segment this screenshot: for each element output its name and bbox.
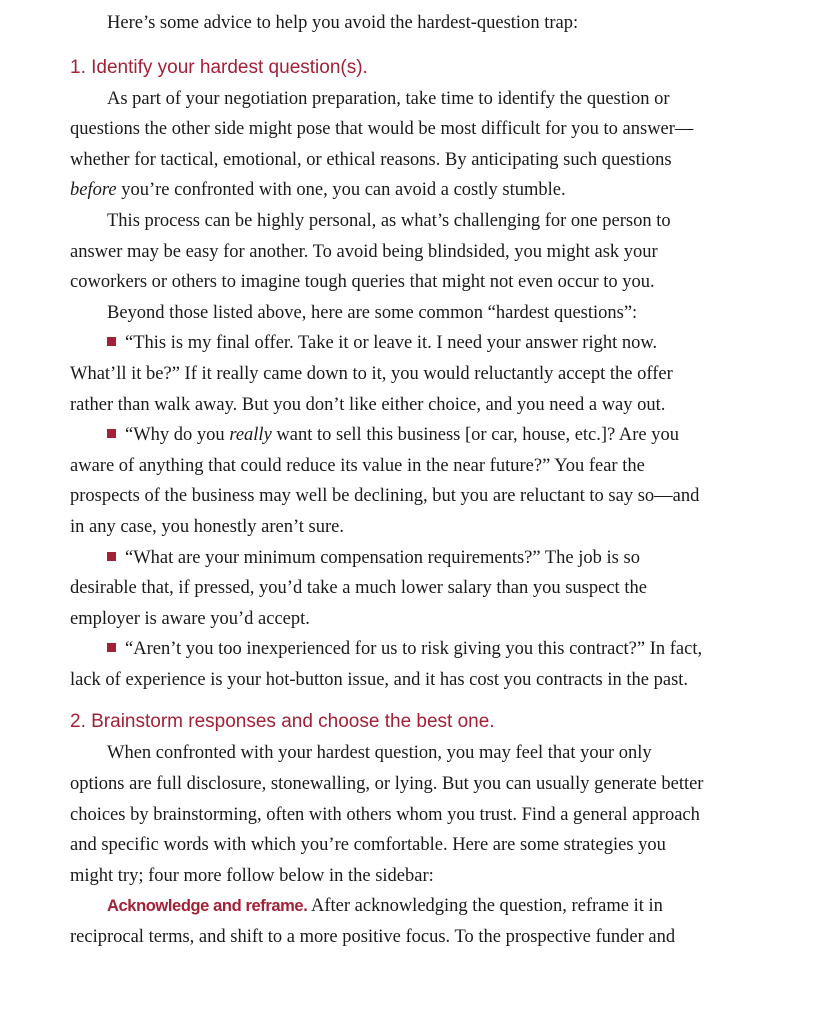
bullet-item: “This is my final offer. Take it or leave it. I need your answer right now. What’ll it be?” If it really came down to it, you would reluctantly accept the offer rather than walk away. But you don’t like either choice, and you need a way out. [70, 333, 673, 415]
section-1-paragraph-3: Beyond those listed above, here are some common “hardest questions”: [107, 302, 638, 323]
section-1-heading: 1. Identify your hardest question(s). [70, 56, 368, 78]
bullet-item: “What are your minimum compensation requirements?” The job is so desirable that, if pressed, you’d take a much lower salary than you suspect the employer is aware you’d accept. [70, 547, 647, 629]
square-bullet-icon [107, 552, 116, 561]
square-bullet-icon [107, 643, 116, 652]
bullet-item: “Aren’t you too inexperienced for us to risk giving you this contract?” In fact, lack of experience is your hot-button issue, and it has cost you contracts in the past. [70, 639, 703, 690]
square-bullet-icon [107, 337, 116, 346]
section-2-heading: 2. Brainstorm responses and choose the best one. [70, 711, 495, 733]
section-2-paragraph-1: When confronted with your hardest question, you may feel that your only options are full disclosure, stonewalling, or lying. But you can usually generate better choices by brainstorming, often with others whom you trust. Find a general approach and specific words with which you’re comfortable. Here are some strategies you might try; four more follow below in the sidebar: [70, 743, 704, 886]
section-2-paragraph-2: Acknowledge and reframe. After acknowledging the question, reframe it in reciprocal terms, and shift to a more positive focus. To the prospective funder and [70, 896, 676, 948]
intro-paragraph: Here’s some advice to help you avoid the hardest-question trap: [107, 13, 579, 33]
section-1-paragraph-2: This process can be highly personal, as what’s challenging for one person to answer may be easy for another. To avoid being blindsided, you might ask your coworkers or others to imagine tough queries that might not even occur to you. [70, 210, 671, 293]
bullet-item: “Why do you really want to sell this business [or car, house, etc.]? Are you aware of anything that could reduce its value in the near future?” You fear the prospects of the business may well be declining, but you are reluctant to say so—and in any case, you honestly aren’t sure. [70, 425, 700, 537]
document-page [70, 8, 710, 953]
run-in-heading: Acknowledge and reframe. [107, 897, 308, 916]
square-bullet-icon [107, 429, 116, 438]
section-1-paragraph-1: As part of your negotiation preparation, take time to identify the question or questions the other side might pose that would be most difficult for you to answer—whether for tactical, emotional, or ethical reasons. By anticipating such questions before you’re confronted with one, you can avoid a costly stumble. [70, 88, 694, 201]
